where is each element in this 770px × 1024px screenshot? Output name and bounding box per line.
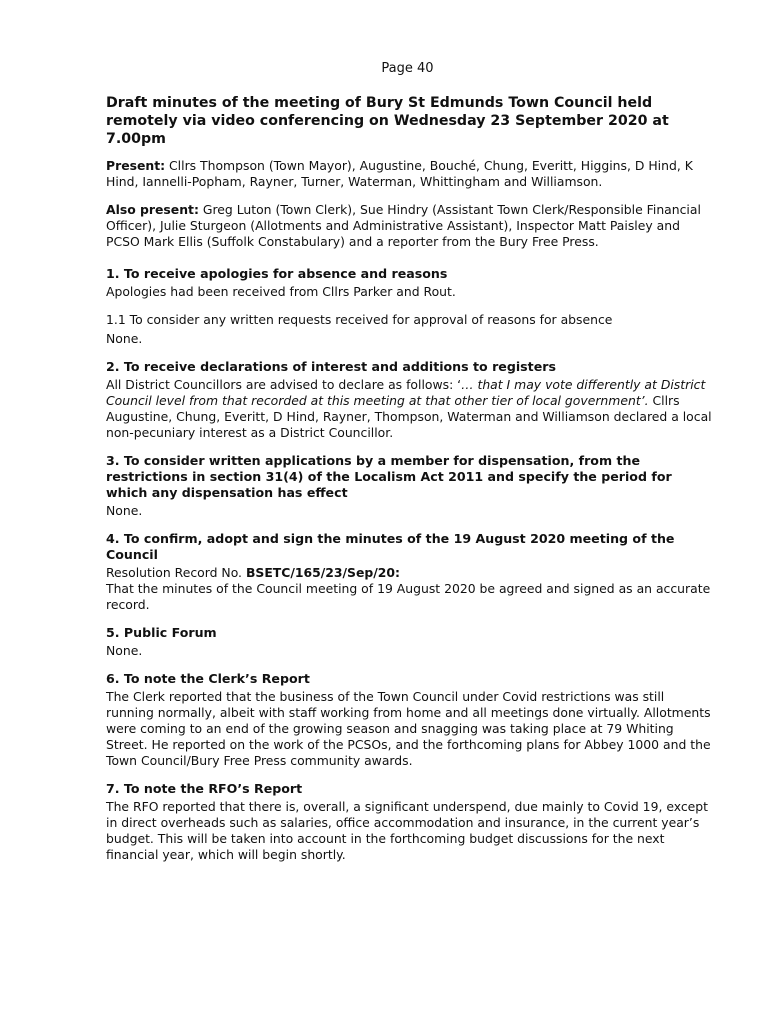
section-7-heading: 7. To note the RFO’s Report: [106, 781, 303, 796]
section-1-1-body: None.: [106, 331, 143, 346]
resolution-number: BSETC/165/23/Sep/20:: [245, 565, 400, 580]
section-6-heading: 6. To note the Clerk’s Report: [106, 671, 310, 686]
document-title: Draft minutes of the meeting of Bury St Edmunds Town Council held remotely via video conferencing on Wednesday 23 September 2020 at 7.00pm: [106, 95, 669, 147]
section-3: [106, 453, 714, 519]
page-number: Page 40: [381, 61, 434, 76]
section-4: [106, 531, 714, 613]
present-text: Cllrs Thompson (Town Mayor), Augustine, Bouché, Chung, Everitt, Higgins, D Hind, K Hind, Iannelli-Popham, Rayner, Turner, Waterman, Whittingham and Williamson.: [106, 158, 693, 189]
section-2-heading: 2. To receive declarations of interest and additions to registers: [106, 359, 556, 374]
section-3-body: None.: [106, 503, 143, 518]
section-2-body-part1: All District Councillors are advised to declare as follows: ‘: [106, 377, 462, 392]
section-1-1: [106, 312, 714, 347]
section-6-body: The Clerk reported that the business of the Town Council under Covid restrictions was still running normally, albeit with staff working from home and all meetings done virtually. Allotments were coming to an end of the growing season and snagging was taking place at 79 Whiting Street. He reported on the work of the PCSOs, and the forthcoming plans for Abbey 1000 and the Town Council/Bury Free Press community awards.: [106, 689, 711, 768]
present-paragraph: [106, 158, 714, 190]
document-content: [106, 94, 714, 875]
also-present-text: Greg Luton (Town Clerk), Sue Hindry (Assistant Town Clerk/Responsible Financial Officer), Julie Sturgeon (Allotments and Administrative Assistant), Inspector Matt Paisley and PCSO Mark Ellis (Suffolk Constabulary) and a reporter from the Bury Free Press.: [106, 202, 701, 249]
also-present-paragraph: [106, 202, 714, 250]
section-2-body-quote: … that I may vote differently at District Council level from that recorded at this meeting at that other tier of local government’.: [106, 377, 706, 408]
section-1-1-heading: 1.1 To consider any written requests received for approval of reasons for absence: [106, 312, 613, 327]
section-6: [106, 671, 714, 769]
section-4-heading: 4. To confirm, adopt and sign the minutes of the 19 August 2020 meeting of the Council: [106, 531, 675, 562]
section-5-heading: 5. Public Forum: [106, 625, 217, 640]
section-1-body: Apologies had been received from Cllrs Parker and Rout.: [106, 284, 456, 299]
section-2-body: [106, 377, 714, 441]
present-label: Present:: [106, 158, 166, 173]
section-3-heading: 3. To consider written applications by a member for dispensation, from the restrictions in section 31(4) of the Localism Act 2011 and specify the period for which any dispensation has effect: [106, 453, 672, 500]
also-present-label: Also present:: [106, 202, 199, 217]
section-1: [106, 266, 714, 347]
section-7: [106, 781, 714, 863]
resolution-label: Resolution Record No.: [106, 565, 242, 580]
section-1-heading: 1. To receive apologies for absence and reasons: [106, 266, 448, 281]
section-2-body-part2: Cllrs Augustine, Chung, Everitt, D Hind, Rayner, Thompson, Waterman and Williamson declared a local non-pecuniary interest as a District Councillor.: [106, 393, 712, 440]
section-4-body: That the minutes of the Council meeting of 19 August 2020 be agreed and signed as an accurate record.: [106, 581, 711, 612]
section-5-body: None.: [106, 643, 143, 658]
section-4-resolution: [106, 565, 714, 581]
section-7-body: The RFO reported that there is, overall, a significant underspend, due mainly to Covid 19, except in direct overheads such as salaries, office accommodation and insurance, in the current year’s budget. This will be taken into account in the forthcoming budget discussions for the next financial year, which will begin shortly.: [106, 799, 709, 862]
section-5: [106, 625, 714, 659]
section-2: [106, 359, 714, 441]
